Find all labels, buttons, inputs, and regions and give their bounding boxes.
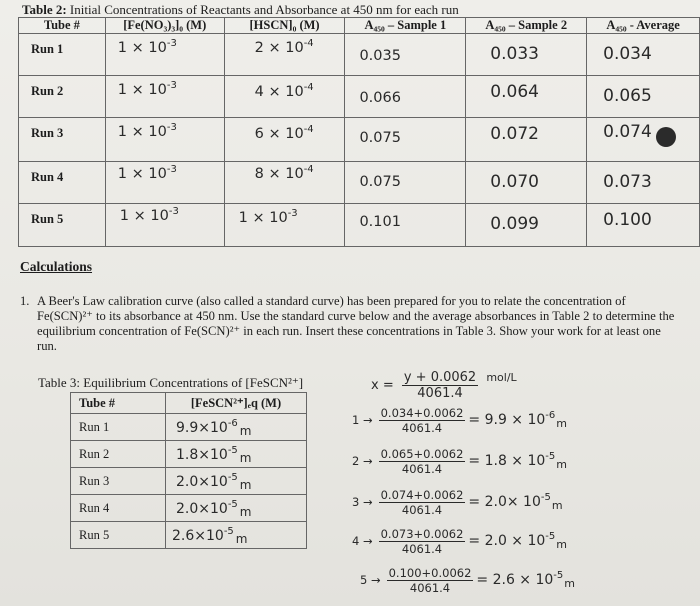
table2-row xyxy=(19,204,700,247)
sample1-value: 0.035 xyxy=(345,34,466,76)
table2-row xyxy=(19,118,700,162)
t3-concentration-value: $2.6\times 10^{-5}m$ xyxy=(166,522,307,549)
question-text: A Beer's Law calibration curve (also called a standard curve) has been prepared for you to relate the concentration of Fe(SCN)²⁺ to its absorbance at 450 nm. Use the standard curve below and the average absorbances in Table 2 to determine the equilibrium concentration of Fe(SCN)²⁺ in each run. Insert these concentrations in Table 3. Show your work for at least one run. xyxy=(37,294,675,353)
sample1-value: 0.066 xyxy=(345,76,466,118)
table3 xyxy=(70,392,307,549)
header-hscn: [HSCN]₀ (M) xyxy=(224,18,345,34)
run-label: Run 2 xyxy=(19,76,106,118)
t3-header-tube: Tube # xyxy=(71,393,166,414)
table3-row xyxy=(71,495,307,522)
work-step: 1 → $\frac{0.034+0.0062}{4061.4}$ = $9.9 \times 10^{-6}_m$ xyxy=(352,406,567,435)
table3-header-row xyxy=(71,393,307,414)
sample2-value: 0.070 xyxy=(466,162,587,204)
table2 xyxy=(18,17,700,247)
average-value: 0.065 xyxy=(587,76,700,118)
t3-run-label: Run 3 xyxy=(71,468,166,495)
work-step: 4 → $\frac{0.073+0.0062}{4061.4}$ = $2.0 \times 10^{-5}_m$ xyxy=(352,527,567,556)
header-tube: Tube # xyxy=(19,18,106,34)
header-sample2: A₄₅₀ – Sample 2 xyxy=(466,18,587,34)
sample2-value: 0.033 xyxy=(466,34,587,76)
fe-no3-value: $1 \times 10^{-3}$ xyxy=(105,118,224,162)
t3-run-label: Run 1 xyxy=(71,414,166,441)
table2-row xyxy=(19,76,700,118)
t3-concentration-value: $9.9\times 10^{-6}m$ xyxy=(166,414,307,441)
header-fe-no3: [Fe(NO₃)₃]₀ (M) xyxy=(105,18,224,34)
sample1-value: 0.075 xyxy=(345,118,466,162)
run-label: Run 3 xyxy=(19,118,106,162)
sample1-value: 0.075 xyxy=(345,162,466,204)
calculations-heading: Calculations xyxy=(20,259,93,274)
t3-run-label: Run 4 xyxy=(71,495,166,522)
work-step: 5 → $\frac{0.100+0.0062}{4061.4}$ = $2.6 \times 10^{-5}_m$ xyxy=(360,566,575,595)
hscn-value: $1 \times 10^{-3}$ xyxy=(224,204,345,247)
t3-run-label: Run 5 xyxy=(71,522,166,549)
t3-concentration-value: $1.8\times 10^{-5}m$ xyxy=(166,441,307,468)
average-value: 0.034 xyxy=(587,34,700,76)
ink-blot xyxy=(656,127,676,147)
table2-row xyxy=(19,162,700,204)
average-value: 0.073 xyxy=(587,162,700,204)
table2-header-row xyxy=(19,18,700,34)
question-1 xyxy=(20,294,680,354)
hscn-value: $4 \times 10^{-4}$ xyxy=(224,76,345,118)
t3-header-feSCN: [FeSCN²⁺]ₑq (M) xyxy=(166,393,307,414)
hscn-value: $6 \times 10^{-4}$ xyxy=(224,118,345,162)
sample2-value: 0.064 xyxy=(466,76,587,118)
sample2-value: 0.072 xyxy=(466,118,587,162)
run-label: Run 4 xyxy=(19,162,106,204)
table3-row xyxy=(71,414,307,441)
header-average: A₄₅₀ - Average xyxy=(587,18,700,34)
run-label: Run 1 xyxy=(19,34,106,76)
work-step: 2 → $\frac{0.065+0.0062}{4061.4}$ = $1.8 \times 10^{-5}_m$ xyxy=(352,447,567,476)
fe-no3-value: $1 \times 10^{-3}$ xyxy=(105,204,224,247)
fe-no3-value: $1 \times 10^{-3}$ xyxy=(105,34,224,76)
run-label: Run 5 xyxy=(19,204,106,247)
table3-row xyxy=(71,441,307,468)
header-sample1: A₄₅₀ – Sample 1 xyxy=(345,18,466,34)
table3-row xyxy=(71,468,307,495)
table3-row xyxy=(71,522,307,549)
average-value: 0.074 xyxy=(587,118,700,162)
hscn-value: $8 \times 10^{-4}$ xyxy=(224,162,345,204)
table2-caption: Table 2: Initial Concentrations of Reactants and Absorbance at 450 nm for each run xyxy=(22,2,459,17)
t3-concentration-value: $2.0\times 10^{-5}m$ xyxy=(166,495,307,522)
table2-row xyxy=(19,34,700,76)
question-number: 1. xyxy=(20,294,30,308)
t3-concentration-value: $2.0\times 10^{-5}m$ xyxy=(166,468,307,495)
table3-caption: Table 3: Equilibrium Concentrations of [FeSCN²⁺] xyxy=(38,375,304,390)
t3-run-label: Run 2 xyxy=(71,441,166,468)
hscn-value: $2 \times 10^{-4}$ xyxy=(224,34,345,76)
sample1-value: 0.101 xyxy=(345,204,466,247)
sample2-value: 0.099 xyxy=(466,204,587,247)
beer-law-formula: x = $\frac{y + 0.0062}{4061.4}$ $^{mol/L}$ xyxy=(371,370,517,401)
fe-no3-value: $1 \times 10^{-3}$ xyxy=(105,76,224,118)
work-step: 3 → $\frac{0.074+0.0062}{4061.4}$ = $2.0\times 10^{-5}_m$ xyxy=(352,488,563,517)
average-value: 0.100 xyxy=(587,204,700,247)
fe-no3-value: $1 \times 10^{-3}$ xyxy=(105,162,224,204)
